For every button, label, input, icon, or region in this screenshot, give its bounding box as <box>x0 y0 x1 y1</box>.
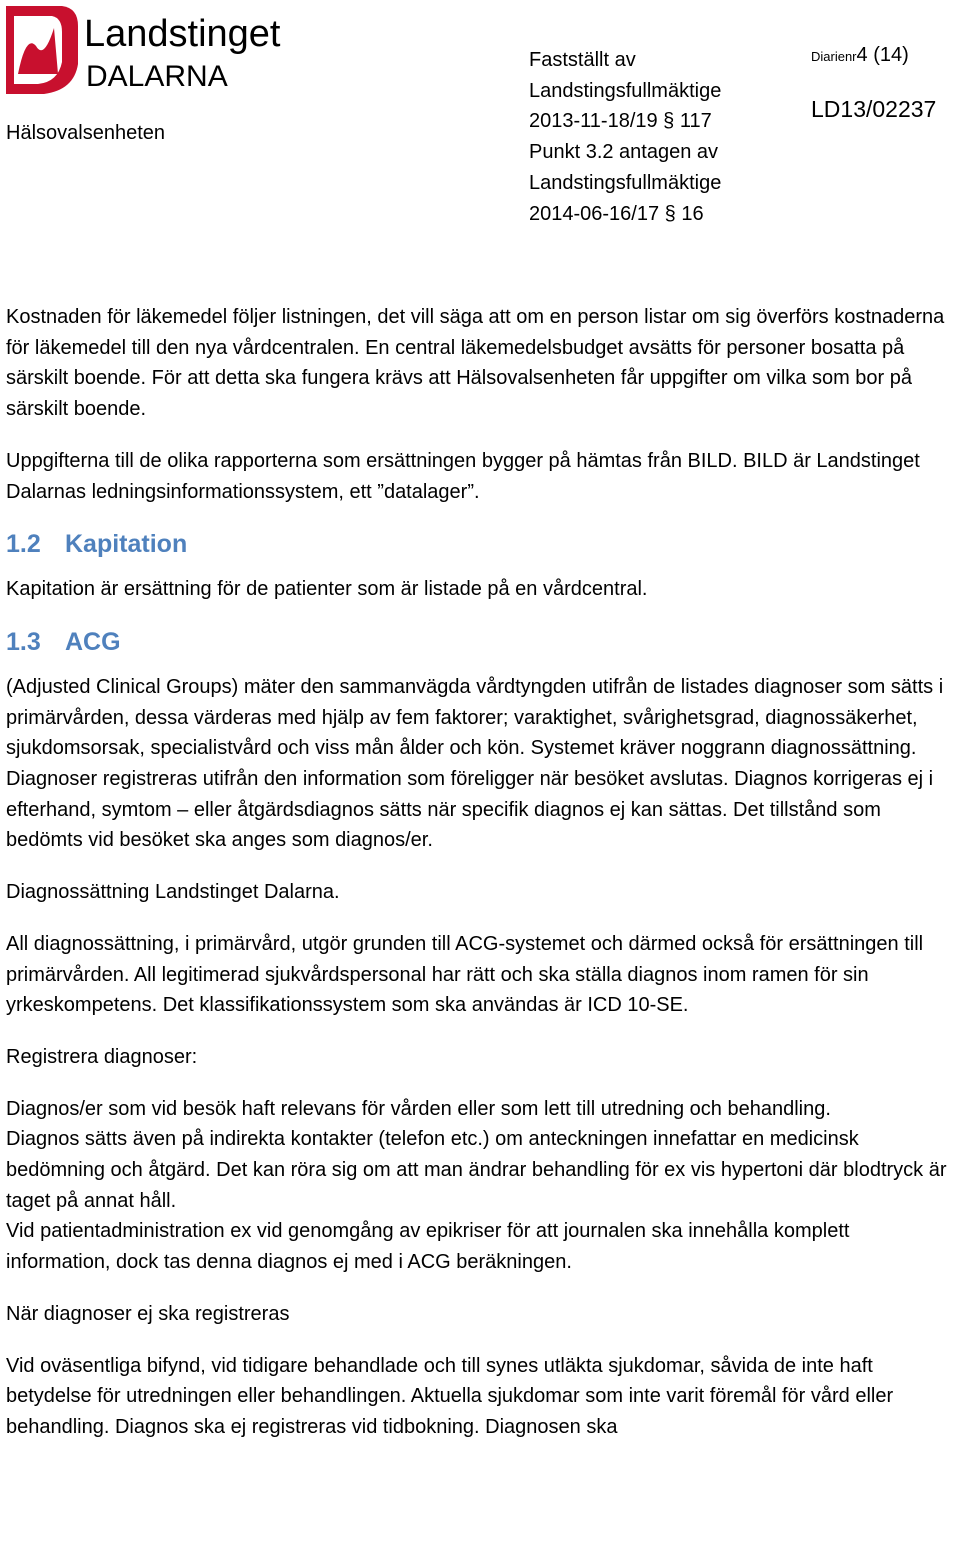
approval-line: 2014-06-16/17 § 16 <box>529 202 704 225</box>
page-number: 4 (14) <box>856 44 909 66</box>
document-body <box>6 302 958 1443</box>
paragraph: (Adjusted Clinical Groups) mäter den sammanvägda vårdtyngden utifrån de listades diagnoser som sätts i primärvården, dessa värderas med hjälp av fem faktorer; varaktighet, svårighetsgrad, diagnossäkerhet, sjukdomsorsak, specialistvård och viss mån ålder och kön. Systemet kräver noggrann diagnossättning. Diagnoser registreras utifrån den information som föreligger när besöket avslutas. Diagnos korrigeras ej i efterhand, symtom – eller åtgärdsdiagnos sätts när specifik diagnos ej kan sättas. Det tillstånd som bedömts vid besöket ska anges som diagnos/er. <box>6 675 944 852</box>
section-title: Kapitation <box>65 530 188 559</box>
paragraph: Diagnossättning Landstinget Dalarna. <box>6 881 340 904</box>
paragraph: När diagnoser ej ska registreras <box>6 1302 290 1325</box>
approval-line: Punkt 3.2 antagen av <box>529 141 719 164</box>
logo-text-dalarna: DALARNA <box>86 60 228 93</box>
approval-line: 2013-11-18/19 § 117 <box>529 110 712 133</box>
paragraph: Vid patientadministration ex vid genomgång av epikriser för att journalen ska innehålla komplett information, dock tas denna diagnos ej med i ACG beräkningen. <box>6 1220 850 1274</box>
logo-text-landstinget: Landstinget <box>84 13 281 55</box>
paragraph: Diagnos sätts även på indirekta kontakter (telefon etc.) om anteckningen innefattar en medicinsk bedömning och åtgärd. Det kan röra sig om att man ändrar behandling för ex vis hypertoni där blodtryck är taget på annat håll. <box>6 1128 947 1212</box>
landstinget-logo-icon <box>4 4 281 96</box>
section-heading-acg <box>6 626 958 658</box>
diarienr-label: Diarienr <box>811 49 857 64</box>
section-number: 1.3 <box>6 627 41 656</box>
paragraph: Diagnos/er som vid besök haft relevans för vården eller som lett till utredning och behandling. <box>6 1097 831 1120</box>
approval-line: Landstingsfullmäktige <box>529 171 722 194</box>
approval-block <box>529 45 721 229</box>
approval-line: Fastställt av <box>529 49 636 71</box>
unit-name: Hälsovalsenheten <box>6 122 165 144</box>
section-number: 1.2 <box>6 530 41 559</box>
landstinget-logo <box>4 4 281 96</box>
paragraph: Kapitation är ersättning för de patienter som är listade på en vårdcentral. <box>6 578 648 601</box>
diarienr-line <box>811 44 909 67</box>
section-title: ACG <box>65 627 121 656</box>
case-number: LD13/02237 <box>811 96 937 122</box>
approval-line: Landstingsfullmäktige <box>529 79 722 102</box>
paragraph: Registrera diagnoser: <box>6 1045 198 1068</box>
paragraph: Uppgifterna till de olika rapporterna som ersättningen bygger på hämtas från BILD. BILD är Landstinget Dalarnas ledningsinformationssystem, ett ”datalager”. <box>6 449 920 503</box>
paragraph: Vid oväsentliga bifynd, vid tidigare behandlade och till synes utläkta sjukdomar, såvida de inte haft betydelse för utredningen eller behandlingen. Aktuella sjukdomar som inte varit föremål för vård eller behandling. Diagnos ska ej registreras vid tidbokning. Diagnosen ska <box>6 1354 894 1438</box>
section-heading-kapitation <box>6 528 958 560</box>
paragraph: Kostnaden för läkemedel följer listningen, det vill säga att om en person listar om sig överförs kostnaderna för läkemedel till den nya vårdcentralen. En central läkemedelsbudget avsätts för personer bosatta på särskilt boende. För att detta ska fungera krävs att Hälsovalsenheten får uppgifter om vilka som bor på särskilt boende. <box>6 306 945 421</box>
paragraph: All diagnossättning, i primärvård, utgör grunden till ACG-systemet och därmed också för ersättningen till primärvården. All legitimerad sjukvårdspersonal har rätt och ska ställa diagnos inom ramen för sin yrkeskompetens. Det klassifikationssystem som ska användas är ICD 10-SE. <box>6 932 924 1017</box>
